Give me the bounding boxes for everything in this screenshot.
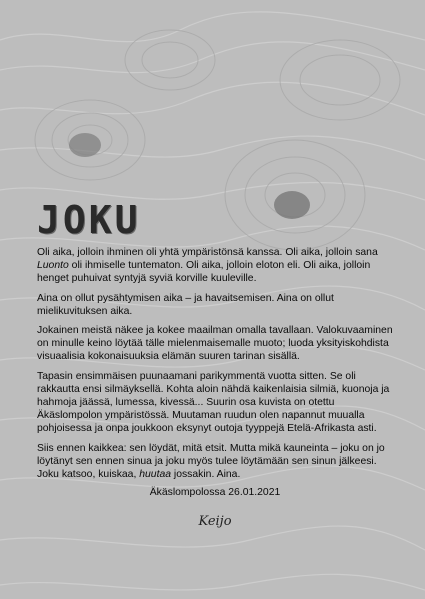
paragraph-5 bbox=[37, 442, 393, 482]
paragraph-3: Jokainen meistä näkee ja kokee maailman omalla tavallaan. Valokuvaaminen on minulle keino löytää tälle mielenmaisemalle muoto; luoda yksityiskohdista visuaalisia kokonaisuuksia elämän suuren tarinan sisällä. bbox=[37, 325, 393, 363]
date-line: Äkäslompolossa 26.01.2021 bbox=[149, 487, 281, 499]
paragraph-1-text-b: oli ihmiselle tuntematon. Oli aika, jolloin eloton eli. Oli aika, jolloin henget puhuivat syntyjä syviä korville kuuleville. bbox=[37, 260, 371, 285]
paragraph-1 bbox=[37, 246, 393, 286]
paragraph-5-text-a: Siis ennen kaikkea: sen löydät, mitä etsit. Mutta mikä kauneinta – joku on jo löytänyt sen ennen sinua ja joku myös tulee löytämään sen sinun jälkeesi. Joku katsoo, kuiskaa, bbox=[37, 442, 385, 481]
text-block bbox=[37, 200, 393, 529]
paragraph-4: Tapasin ensimmäisen puunaamani parikymmentä vuotta sitten. Se oli rakkautta ensi silmäyksellä. Kohta aloin nähdä kaikenlaisia silmiä, kuonoja ja hahmoja jäässä, lumessa, kivessä... Suurin osa kuvista on otettu Äkäslompolon ympäristössä. Muutaman ruudun olen napannut muualla pohjoisessa ja onpa joukkoon eksynyt outoja tyyppejä Etelä-Afrikasta asti. bbox=[37, 370, 390, 435]
paragraph-5-text-b: jossakin. Aina. bbox=[171, 469, 241, 481]
paragraph-1-text-a: Oli aika, jolloin ihminen oli yhtä ympäristönsä kanssa. Oli aika, jolloin sana bbox=[37, 247, 378, 258]
paragraph-1-emphasis: Luonto bbox=[37, 260, 69, 272]
paragraph-5-emphasis: huutaa bbox=[139, 469, 172, 481]
signature: Keijo bbox=[198, 514, 232, 530]
paragraph-2: Aina on ollut pysähtymisen aika – ja havaitsemisen. Aina on ollut mielikuvituksen aika. bbox=[37, 292, 334, 317]
page-title: JOKU bbox=[37, 198, 141, 242]
